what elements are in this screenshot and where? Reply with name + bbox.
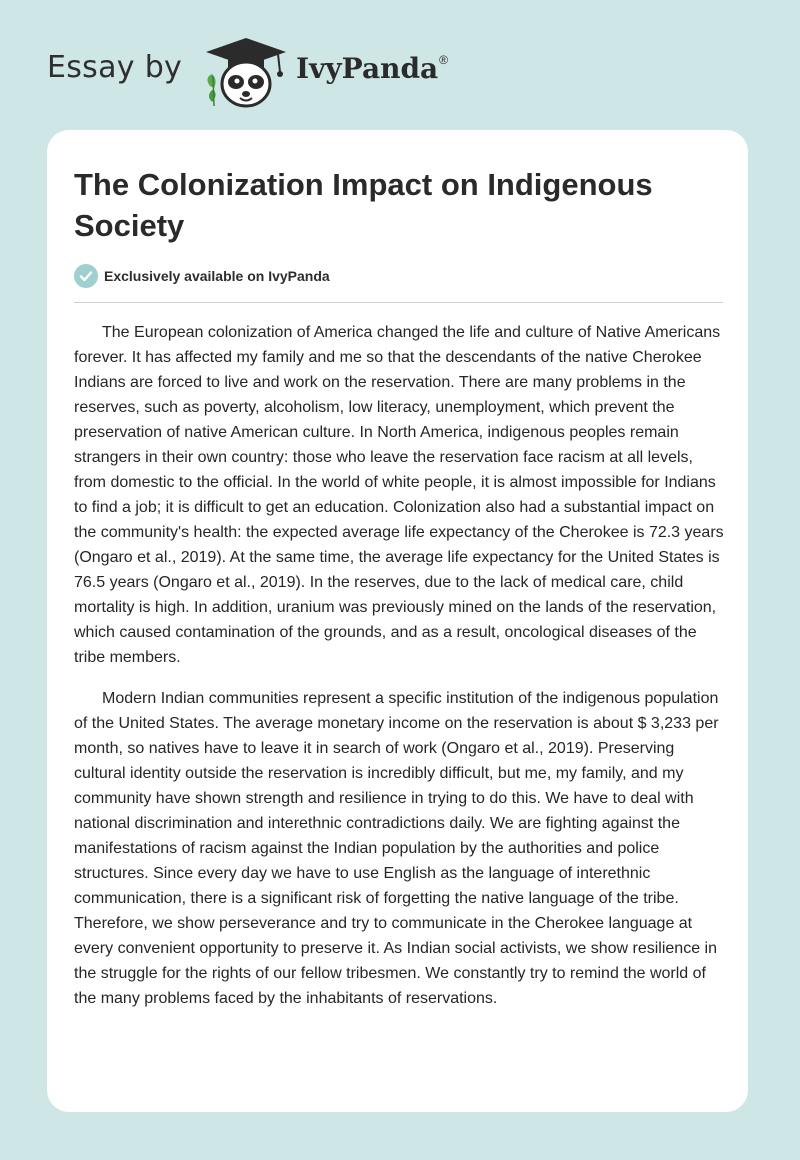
panda-graduate-icon[interactable] (200, 34, 292, 110)
essay-body (74, 320, 724, 1027)
essay-card (47, 130, 748, 1112)
divider (74, 302, 723, 303)
brand-name[interactable] (296, 52, 448, 85)
site-header (0, 0, 800, 130)
brand-text: IvyPanda (296, 52, 439, 85)
badge-label: Exclusively available on IvyPanda (104, 268, 330, 284)
essay-by-label: Essay by (47, 50, 183, 85)
paragraph: The European colonization of America changed the life and culture of Native Americans forever. It has affected my family and me so that the descendants of the native Cherokee Indians are forced to live and work on the reservation. There are many problems in the reserves, such as poverty, alcoholism, low literacy, unemployment, which prevent the preservation of native American culture. In North America, indigenous peoples remain strangers in their own country: those who leave the reservation face racism at all levels, from domestic to the official. In the world of white people, it is almost impossible for Indians to find a job; it is difficult to get an education. Colonization also had a substantial impact on the community's health: the expected average life expectancy of the Cherokee is 72.3 years (Ongaro et al., 2019). At the same time, the average life expectancy for the United States is 76.5 years (Ongaro et al., 2019). In the reserves, due to the lack of medical care, child mortality is high. In addition, uranium was previously mined on the lands of the reservation, which caused contamination of the grounds, and as a result, oncological diseases of the tribe members. (74, 324, 724, 666)
registered-mark: ® (439, 53, 449, 67)
checkmark-icon (74, 264, 98, 288)
paragraph: Modern Indian communities represent a specific institution of the indigenous population of the United States. The average monetary income on the reservation is about $ 3,233 per month, so natives have to leave it in search of work (Ongaro et al., 2019). Preserving cultural identity outside the reservation is incredibly difficult, but me, my family, and my community have shown strength and resilience in trying to do this. We have to deal with national discrimination and interethnic contradictions daily. We are fighting against the manifestations of racism against the Indian population by the authorities and police structures. Since every day we have to use English as the language of interethnic communication, there is a significant risk of forgetting the native language of the tribe. Therefore, we show perseverance and try to communicate in the Cherokee language at every convenient opportunity to preserve it. As Indian social activists, we show resilience in the struggle for the rights of our fellow tribesmen. We constantly try to remind the world of the many problems faced by the inhabitants of reservations. (74, 690, 719, 1007)
page-title: The Colonization Impact on Indigenous Society (74, 167, 653, 243)
exclusive-badge (74, 263, 330, 289)
